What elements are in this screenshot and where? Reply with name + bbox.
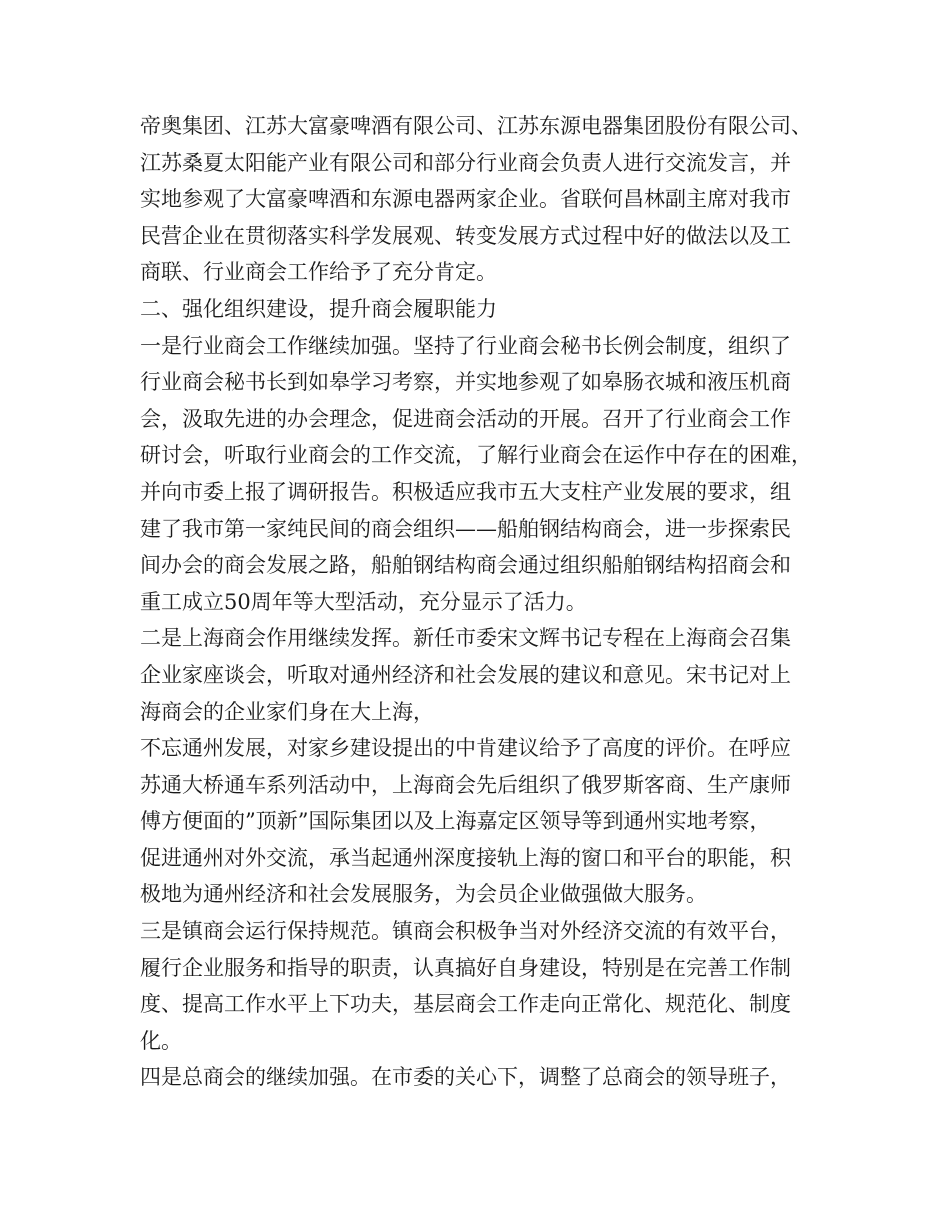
text-line: 一是行业商会工作继续加强。坚持了行业商会秘书长例会制度，组织了 <box>140 333 791 358</box>
text-line: 极地为通州经济和社会发展服务，为会员企业做强做大服务。 <box>140 882 707 907</box>
text-line: 民营企业在贯彻落实科学发展观、转变发展方式过程中好的做法以及工 <box>140 223 791 248</box>
text-line: 会，汲取先进的办会理念，促进商会活动的开展。召开了行业商会工作 <box>140 406 791 431</box>
text-line: 建了我市第一家纯民间的商会组织——船舶钢结构商会，进一步探索民 <box>140 516 791 541</box>
text-line: 研讨会，听取行业商会的工作交流，了解行业商会在运作中存在的困难， <box>140 443 812 468</box>
text-line: 商联、行业商会工作给予了充分肯定。 <box>140 260 497 285</box>
text-line: 度、提高工作水平上下功夫，基层商会工作走向正常化、规范化、制度 <box>140 992 791 1017</box>
text-line: 三是镇商会运行保持规范。镇商会积极争当对外经济交流的有效平台， <box>140 919 791 944</box>
text-line: 苏通大桥通车系列活动中，上海商会先后组织了俄罗斯客商、生产康师 <box>140 772 791 797</box>
text-line: 企业家座谈会，听取对通州经济和社会发展的建议和意见。宋书记对上 <box>140 662 791 687</box>
text-line: 实地参观了大富豪啤酒和东源电器两家企业。省联何昌林副主席对我市 <box>140 187 791 212</box>
text-line: 重工成立50周年等大型活动，充分显示了活力。 <box>140 589 587 614</box>
text-line: 促进通州对外交流，承当起通州深度接轨上海的窗口和平台的职能，积 <box>140 845 791 870</box>
text-line: 傅方便面的”顶新”国际集团以及上海嘉定区领导等到通州实地考察， <box>140 809 771 834</box>
text-line: 江苏桑夏太阳能产业有限公司和部分行业商会负责人进行交流发言，并 <box>140 150 791 175</box>
document-body <box>140 108 820 1096</box>
text-line: 行业商会秘书长到如皋学习考察，并实地参观了如皋肠衣城和液压机商 <box>140 370 791 395</box>
text-line: 化。 <box>140 1028 182 1053</box>
text-line: 间办会的商会发展之路，船舶钢结构商会通过组织船舶钢结构招商会和 <box>140 553 791 578</box>
text-line: 并向市委上报了调研报告。积极适应我市五大支柱产业发展的要求，组 <box>140 479 791 504</box>
text-line: 四是总商会的继续加强。在市委的关心下，调整了总商会的领导班子， <box>140 1065 791 1090</box>
text-line: 帝奥集团、江苏大富豪啤酒有限公司、江苏东源电器集团股份有限公司、 <box>140 114 812 138</box>
text-line: 履行企业服务和指导的职责，认真搞好自身建设，特别是在完善工作制 <box>140 955 791 980</box>
text-line: 海商会的企业家们身在大上海， <box>140 699 434 724</box>
text-line: 二是上海商会作用继续发挥。新任市委宋文辉书记专程在上海商会召集 <box>140 626 791 651</box>
text-line: 二、强化组织建设，提升商会履职能力 <box>140 296 497 321</box>
text-line: 不忘通州发展，对家乡建设提出的中肯建议给予了高度的评价。在呼应 <box>140 736 791 761</box>
